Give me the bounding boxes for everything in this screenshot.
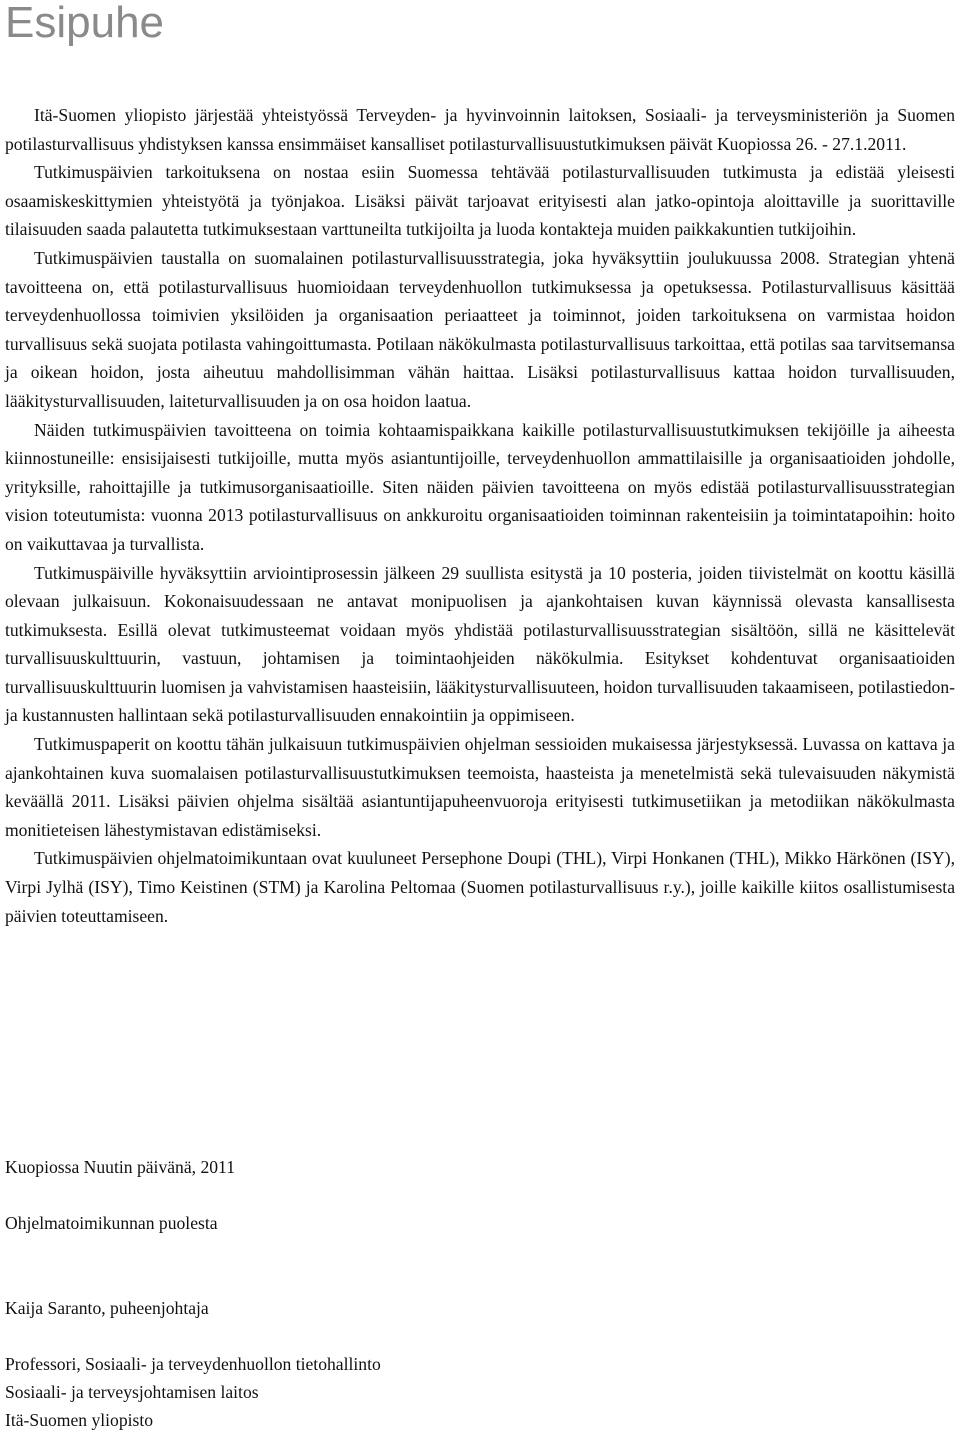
body-text [5, 101, 955, 930]
signature-name: Kaija Saranto, puheenjohtaja [5, 1298, 209, 1318]
signature-on-behalf: Ohjelmatoimikunnan puolesta [5, 1213, 218, 1233]
paragraph-goals: Näiden tutkimuspäivien tavoitteena on toimia kohtaamispaikkana kaikille potilasturvallisuustutkimuksen tekijöille ja aiheesta kiinnostuneille: ensisijaisesti tutkijoille, mutta myös asiantuntijoille, terveydenhuollon ammattilaisille ja organisaatioiden johdolle, yrityksille, rahoittajille ja tutkimusorganisaatioille. Siten näiden päivien tavoitteena on myös edistää potilasturvallisuusstrategian vision toteutumista: vuonna 2013 potilasturvallisuus on ankkuroitu organisaatioiden toiminnan rakenteisiin ja toimintatapoihin: hoito on vaikuttavaa ja turvallista. [5, 419, 955, 554]
signature-place-date: Kuopiossa Nuutin päivänä, 2011 [5, 1157, 235, 1177]
paragraph-papers: Tutkimuspaperit on koottu tähän julkaisuun tutkimuspäivien ohjelman sessioiden mukaisessa järjestyksessä. Luvassa on kattava ja ajankohtainen kuva suomalaisen potilasturvallisuustutkimuksen teemoista, haasteista ja menetelmistä sekä tulevaisuuden näkymistä keväällä 2011. Lisäksi päivien ohjelma sisältää asiantuntijapuheenvuoroja erityisesti tutkimusetiikan ja metodiikan näkökulmasta monitieteisen lähestymistavan edistämiseksi. [5, 734, 955, 840]
signature-department-line: Sosiaali- ja terveysjohtamisen laitos [5, 1382, 259, 1403]
paragraph-presentations: Tutkimuspäiville hyväksyttiin arviointiprosessin jälkeen 29 suullista esitystä ja 10 posteria, joiden tiivistelmät on koottu käsillä olevaan julkaisuun. Kokonaisuudessaan ne antavat monipuolisen ja ajankohtaisen kuvan käynnissä olevasta kansallisesta tutkimuksesta. Esillä olevat tutkimusteemat voidaan myös yhdistää potilasturvallisuusstrategian sisältöön, sillä ne käsittelevät turvallisuuskulttuurin, vastuun, johtamisen ja toimintaohjeiden näkökulmia. Esitykset kohdentuvat organisaatioiden turvallisuuskulttuurin luomisen ja vahvistamisen haasteisiin, lääkitysturvallisuuteen, hoidon turvallisuuden takaamiseen, potilastiedon- ja kustannusten hallintaan sekä potilasturvallisuuden ennakointiin ja oppimiseen. [5, 562, 955, 726]
page-title: Esipuhe [5, 0, 165, 47]
paragraph-strategy: Tutkimuspäivien taustalla on suomalainen potilasturvallisuusstrategia, joka hyväksyttiin joulukuussa 2008. Strategian yhtenä tavoitteena on, että potilasturvallisuus huomioidaan terveydenhuollon tutkimuksessa ja opetuksessa. Potilasturvallisuus käsittää terveydenhuollossa toimivien yksilöiden ja organisaation periaatteet ja toiminnot, joiden tarkoituksena on varmistaa hoidon turvallisuus sekä suojata potilasta vahingoittumasta. Potilaan näkökulmasta potilasturvallisuus tarkoittaa, että potilas saa tarvitsemansa ja oikean hoidon, josta aiheutuu mahdollisimman vähän haittaa. Lisäksi potilasturvallisuus kattaa hoidon turvallisuuden, lääkitysturvallisuuden, laiteturvallisuuden ja on osa hoidon laatua. [5, 247, 955, 411]
signature-title-line: Professori, Sosiaali- ja terveydenhuollon tietohallinto [5, 1354, 381, 1374]
signature-university-line: Itä-Suomen yliopisto [5, 1410, 154, 1431]
paragraph-committee: Tutkimuspäivien ohjelmatoimikuntaan ovat kuuluneet Persephone Doupi (THL), Virpi Honkanen (THL), Mikko Härkönen (ISY), Virpi Jylhä (ISY), Timo Keistinen (STM) ja Karolina Peltomaa (Suomen potilasturvallisuus r.y.), joille kaikille kiitos osallistumisesta päivien toteuttamiseen. [5, 848, 955, 926]
paragraph-purpose: Tutkimuspäivien tarkoituksena on nostaa esiin Suomessa tehtävää potilasturvallisuuden tutkimusta ja edistää yleisesti osaamiskeskittymien yhteistyötä ja työnjakoa. Lisäksi päivät tarjoavat erityisesti alan jatko-opintoja aloittaville ja suorittaville tilaisuuden saada palautetta tutkimuksestaan varttuneilta tutkijoilta ja luoda kontakteja muiden paikkakuntien tutkijoihin. [5, 162, 955, 240]
paragraph-intro: Itä-Suomen yliopisto järjestää yhteistyössä Terveyden- ja hyvinvoinnin laitoksen, Sosiaali- ja terveysministeriön ja Suomen potilasturvallisuus yhdistyksen kanssa ensimmäiset kansalliset potilasturvallisuustutkimuksen päivät Kuopiossa 26. - 27.1.2011. [5, 105, 955, 154]
signature-title-block [5, 1350, 381, 1435]
